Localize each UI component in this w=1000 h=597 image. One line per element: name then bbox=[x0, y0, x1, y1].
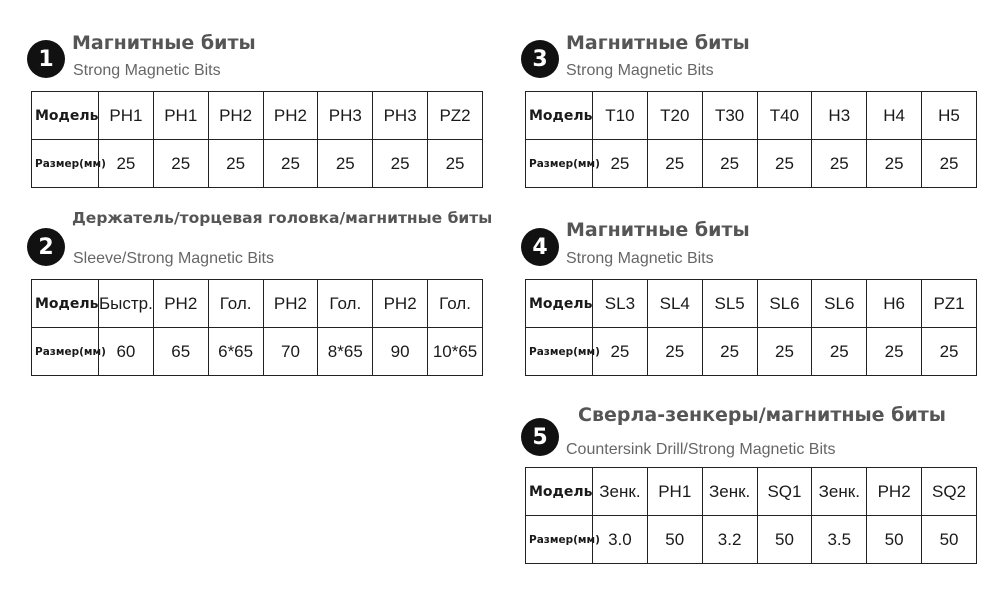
section-title: Держатель/торцевая головка/магнитные биты bbox=[72, 209, 493, 227]
section-number-badge: 2 bbox=[27, 228, 65, 266]
size-row bbox=[32, 140, 483, 188]
size-cell: 25 bbox=[867, 140, 922, 188]
model-row bbox=[526, 280, 977, 328]
section-subtitle: Strong Magnetic Bits bbox=[566, 62, 714, 79]
row-header-size: Размер(мм) bbox=[526, 140, 593, 188]
section-subtitle: Strong Magnetic Bits bbox=[73, 62, 221, 79]
size-cell: 50 bbox=[647, 516, 702, 564]
size-cell: 70 bbox=[263, 328, 318, 376]
size-cell: 3.0 bbox=[593, 516, 648, 564]
size-cell: 6*65 bbox=[208, 328, 263, 376]
size-cell: 65 bbox=[153, 328, 208, 376]
model-cell: T10 bbox=[593, 92, 648, 140]
model-cell: Гол. bbox=[428, 280, 483, 328]
size-cell: 60 bbox=[99, 328, 154, 376]
spec-table bbox=[31, 91, 483, 188]
model-cell: PH3 bbox=[373, 92, 428, 140]
size-row bbox=[526, 516, 977, 564]
size-cell: 25 bbox=[922, 140, 977, 188]
model-cell: T20 bbox=[647, 92, 702, 140]
row-header-size: Размер(мм) bbox=[526, 516, 593, 564]
row-header-model: Модель bbox=[526, 468, 593, 516]
model-cell: T40 bbox=[757, 92, 812, 140]
row-header-size: Размер(мм) bbox=[526, 328, 593, 376]
size-cell: 10*65 bbox=[428, 328, 483, 376]
section-number-badge: 3 bbox=[521, 40, 559, 78]
model-cell: H5 bbox=[922, 92, 977, 140]
size-cell: 25 bbox=[867, 328, 922, 376]
size-cell: 25 bbox=[647, 140, 702, 188]
model-cell: Зенк. bbox=[812, 468, 867, 516]
size-cell: 25 bbox=[757, 328, 812, 376]
size-cell: 50 bbox=[867, 516, 922, 564]
model-cell: SQ2 bbox=[922, 468, 977, 516]
size-cell: 25 bbox=[757, 140, 812, 188]
section-subtitle: Countersink Drill/Strong Magnetic Bits bbox=[566, 441, 836, 458]
size-cell: 50 bbox=[757, 516, 812, 564]
model-row bbox=[526, 92, 977, 140]
model-cell: Зенк. bbox=[593, 468, 648, 516]
size-cell: 25 bbox=[702, 140, 757, 188]
model-cell: PH2 bbox=[208, 92, 263, 140]
size-cell: 3.5 bbox=[812, 516, 867, 564]
spec-table bbox=[31, 279, 483, 376]
row-header-model: Модель bbox=[526, 280, 593, 328]
size-cell: 25 bbox=[593, 140, 648, 188]
section-number-badge: 5 bbox=[521, 418, 559, 456]
model-cell: SL3 bbox=[593, 280, 648, 328]
model-cell: SL6 bbox=[812, 280, 867, 328]
spec-table bbox=[525, 467, 977, 564]
size-cell: 3.2 bbox=[702, 516, 757, 564]
model-cell: H4 bbox=[867, 92, 922, 140]
model-cell: SL4 bbox=[647, 280, 702, 328]
size-cell: 25 bbox=[428, 140, 483, 188]
size-cell: 25 bbox=[812, 328, 867, 376]
size-cell: 25 bbox=[702, 328, 757, 376]
size-cell: 25 bbox=[647, 328, 702, 376]
model-cell: H6 bbox=[867, 280, 922, 328]
section-title: Сверла-зенкеры/магнитные биты bbox=[578, 404, 946, 426]
size-row bbox=[526, 140, 977, 188]
model-cell: Быстр. bbox=[99, 280, 154, 328]
size-cell: 25 bbox=[208, 140, 263, 188]
size-cell: 25 bbox=[318, 140, 373, 188]
model-cell: PH3 bbox=[318, 92, 373, 140]
model-cell: Зенк. bbox=[702, 468, 757, 516]
row-header-size: Размер(мм) bbox=[32, 328, 99, 376]
size-cell: 25 bbox=[812, 140, 867, 188]
section-title: Магнитные биты bbox=[566, 219, 750, 241]
spec-table bbox=[525, 91, 977, 188]
model-cell: Гол. bbox=[208, 280, 263, 328]
section-subtitle: Sleeve/Strong Magnetic Bits bbox=[73, 250, 274, 267]
model-cell: PH1 bbox=[153, 92, 208, 140]
model-cell: PH2 bbox=[153, 280, 208, 328]
row-header-model: Модель bbox=[32, 280, 99, 328]
size-cell: 50 bbox=[922, 516, 977, 564]
model-cell: H3 bbox=[812, 92, 867, 140]
model-cell: PH1 bbox=[99, 92, 154, 140]
size-cell: 8*65 bbox=[318, 328, 373, 376]
model-row bbox=[526, 468, 977, 516]
section-number-badge: 1 bbox=[27, 40, 65, 78]
model-cell: PH2 bbox=[263, 92, 318, 140]
model-cell: SQ1 bbox=[757, 468, 812, 516]
section-number-badge: 4 bbox=[521, 228, 559, 266]
size-row bbox=[526, 328, 977, 376]
row-header-model: Модель bbox=[526, 92, 593, 140]
model-cell: SL5 bbox=[702, 280, 757, 328]
section-title: Магнитные биты bbox=[566, 32, 750, 54]
model-cell: PH1 bbox=[647, 468, 702, 516]
row-header-size: Размер(мм) bbox=[32, 140, 99, 188]
size-cell: 25 bbox=[373, 140, 428, 188]
model-cell: T30 bbox=[702, 92, 757, 140]
size-cell: 90 bbox=[373, 328, 428, 376]
model-cell: Гол. bbox=[318, 280, 373, 328]
model-cell: PH2 bbox=[373, 280, 428, 328]
model-cell: PH2 bbox=[263, 280, 318, 328]
model-row bbox=[32, 92, 483, 140]
size-cell: 25 bbox=[99, 140, 154, 188]
spec-table bbox=[525, 279, 977, 376]
model-row bbox=[32, 280, 483, 328]
model-cell: PZ1 bbox=[922, 280, 977, 328]
model-cell: SL6 bbox=[757, 280, 812, 328]
size-row bbox=[32, 328, 483, 376]
size-cell: 25 bbox=[153, 140, 208, 188]
row-header-model: Модель bbox=[32, 92, 99, 140]
size-cell: 25 bbox=[593, 328, 648, 376]
section-subtitle: Strong Magnetic Bits bbox=[566, 250, 714, 267]
section-title: Магнитные биты bbox=[72, 32, 256, 54]
model-cell: PH2 bbox=[867, 468, 922, 516]
size-cell: 25 bbox=[263, 140, 318, 188]
model-cell: PZ2 bbox=[428, 92, 483, 140]
size-cell: 25 bbox=[922, 328, 977, 376]
